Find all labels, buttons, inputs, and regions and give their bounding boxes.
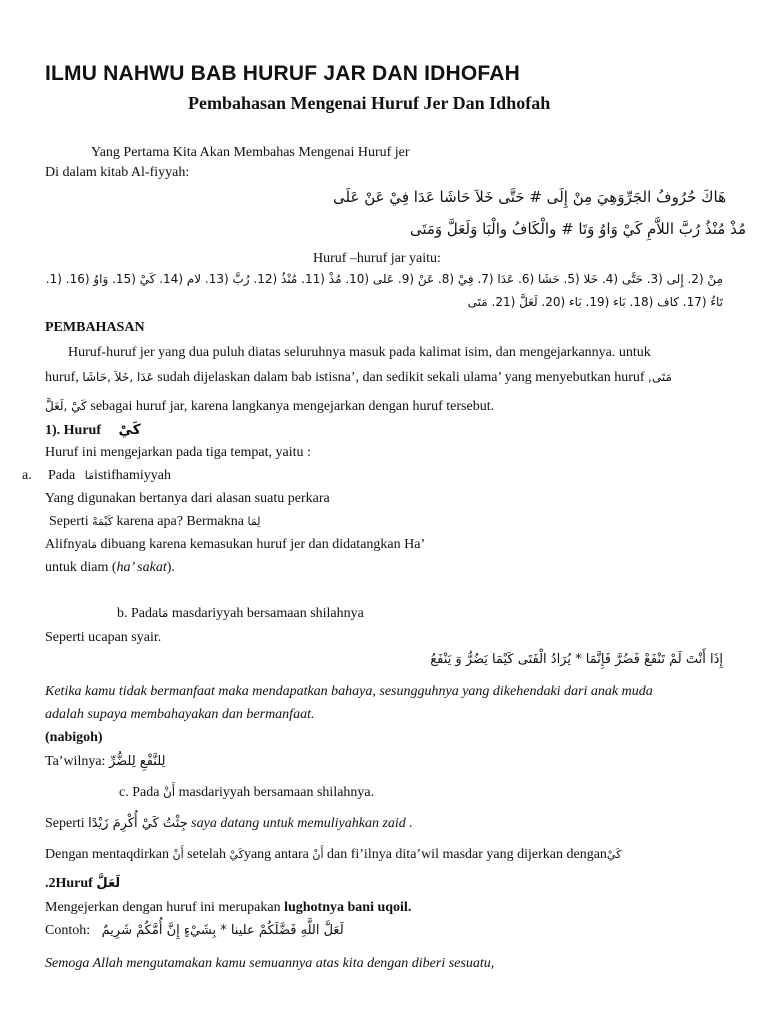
paragraph-segment: untuk diam ( bbox=[45, 560, 117, 575]
paragraph-text bbox=[45, 560, 175, 576]
paragraph-segment: Pada bbox=[48, 468, 76, 483]
poem-verse: مُذْ مُنْذُ رُبَّ اللاَّمِ كَيْ وَاوُ وَتَا # والْكَافُ والْبَا وَلَعَلَّ وَمَتَى bbox=[409, 220, 746, 238]
translation-text: Semoga Allah mengutamakan kamu semuannya atas kita dengan diberi sesuatu, bbox=[45, 956, 495, 971]
paragraph-text bbox=[45, 923, 344, 939]
arabic-term: أَنْ bbox=[162, 785, 176, 799]
subsection-label: 1). Huruf bbox=[45, 423, 101, 438]
paragraph-segment: huruf, bbox=[45, 370, 79, 385]
paragraph-segment: ha’ sakat bbox=[116, 560, 167, 575]
paragraph-segment: lughotnya bani uqoil. bbox=[284, 900, 412, 915]
paragraph-segment: Dengan mentaqdirkan bbox=[45, 847, 170, 862]
paragraph-text: Seperti ucapan syair. bbox=[45, 630, 162, 645]
paragraph-text bbox=[45, 900, 411, 916]
arabic-term: كَيْ bbox=[229, 848, 244, 861]
paragraph-segment: yang antara bbox=[243, 847, 309, 862]
intro-line: Di dalam kitab Al-fiyyah: bbox=[45, 165, 190, 180]
arabic-term: كَيْ ,لَعَلَّ bbox=[45, 399, 87, 413]
paragraph-segment: masdariyyah bersamaan shilahnya. bbox=[178, 785, 375, 800]
paragraph-text bbox=[45, 847, 621, 863]
paragraph-segment: masdariyyah bersamaan shilahnya bbox=[171, 606, 364, 621]
subsection-heading bbox=[45, 422, 141, 439]
translation-text: Ketika kamu tidak bermanfaat maka mendapatkan bahaya, sesungguhnya yang dikehendaki dari anak muda bbox=[45, 684, 653, 699]
paragraph-segment: dan fi’ilnya dita’wil masdar yang dijerkan dengan bbox=[327, 847, 607, 862]
paragraph-segment: setelah bbox=[187, 847, 227, 862]
arabic-term: جِئْتُ كَيْ أُكْرِمَ زَيْدًا bbox=[88, 816, 188, 831]
poem-verse: إِذَا أَنْتَ لَمْ تَنْفَعْ فَضُرَّ فَإِنَّمَا * يُرَادُ الْفَتَى كَيْمَا يَضُرُّ وَ يَنْفَعُ bbox=[430, 652, 723, 667]
huruf-list: مِنْ (2. إِلى (3. حَتَّى (4. خَلا (5. حَشَا (6. عَدَا (7. فِيْ (8. عَنْ (9. عَلى (10. مُذْ (11. مُنْذُ (12. رُبَّ (13. لام (14. كَيْ (15. وَاوُ (16. (1. bbox=[45, 272, 723, 286]
paragraph-segment: c. Pada bbox=[119, 785, 160, 800]
paragraph-segment: karena apa? Bermakna bbox=[116, 514, 244, 529]
arabic-term: مَتَى, bbox=[648, 370, 672, 384]
poem-verse: هَاكَ حُرُوفُ الجَرِّوَهِيَ مِنْ إِلَى # حَتَّى خَلاَ حَاشَا عَدَا فِيْ عَنْ عَلَى bbox=[333, 188, 726, 206]
arabic-term: لَعَلَّ اللَّهِ فَضَّلَكُمْ علينا * بِشَيْءٍ إِنَّ أُمَّكُمْ شَرِيمٌ bbox=[101, 923, 344, 938]
intro-line: Yang Pertama Kita Akan Membahas Mengenai Huruf jer bbox=[91, 145, 410, 160]
paragraph-segment: Mengejerkan dengan huruf ini merupakan bbox=[45, 900, 281, 915]
arabic-term: كَيْمَهْ bbox=[92, 515, 113, 528]
document-subtitle: Pembahasan Mengenai Huruf Jer Dan Idhofah bbox=[188, 93, 551, 113]
paragraph-segment: dibuang karena kemasukan huruf jer dan didatangkan Ha’ bbox=[100, 537, 426, 552]
paragraph-segment: sudah dijelaskan dalam bab istisna’, dan sedikit sekali ulama’ yang menyebutkan huruf bbox=[157, 370, 645, 385]
paragraph-segment: Seperti bbox=[45, 816, 85, 831]
paragraph-segment: Alifnya bbox=[45, 537, 88, 552]
paragraph-text bbox=[45, 537, 425, 553]
huruf-list-heading: Huruf –huruf jar yaitu: bbox=[313, 251, 441, 266]
paragraph-segment: Ta’wilnya: bbox=[45, 754, 106, 769]
subsection-heading bbox=[45, 876, 120, 892]
arabic-term: أَنْ bbox=[172, 848, 184, 861]
paragraph-text bbox=[49, 514, 261, 530]
paragraph-segment: istifhamiyyah bbox=[93, 468, 171, 483]
arabic-term: مَا bbox=[158, 606, 169, 620]
paragraph-text: Yang digunakan bertanya dari alasan suatu perkara bbox=[45, 491, 330, 506]
source-attribution: (nabigoh) bbox=[45, 730, 103, 745]
paragraph-text bbox=[117, 606, 364, 622]
arabic-term: لِمَا bbox=[247, 515, 261, 528]
arabic-term: مَا bbox=[84, 469, 94, 482]
paragraph-text bbox=[45, 816, 413, 832]
huruf-list: تَاءُ (17. كاف (18. بَاء (19. بَاء (20. لَعَلَّ (21. مَتَى bbox=[467, 295, 723, 309]
arabic-term: لَعَلَّ bbox=[96, 876, 121, 891]
paragraph-segment: b. Pada bbox=[117, 606, 159, 621]
paragraph-segment: Contoh: bbox=[45, 923, 91, 938]
paragraph-text bbox=[45, 754, 165, 770]
paragraph-segment: sebagai huruf jar, karena langkanya mengejarkan dengan huruf tersebut. bbox=[90, 399, 495, 414]
arabic-term: كَيْ bbox=[606, 848, 622, 861]
paragraph-text: Huruf ini mengejarkan pada tiga tempat, yaitu : bbox=[45, 445, 311, 460]
paragraph-segment: saya datang untuk memuliyahkan zaid . bbox=[191, 816, 413, 831]
arabic-term: لِلنَّفْعِ لِلضُّرِّ bbox=[108, 754, 166, 769]
arabic-term: عَدَا ,خَلاَ ,حَاشَا bbox=[82, 370, 154, 384]
paragraph-text bbox=[45, 399, 494, 415]
paragraph-text bbox=[119, 785, 374, 801]
paragraph-segment: ). bbox=[166, 560, 175, 575]
document-title: ILMU NAHWU BAB HURUF JAR DAN IDHOFAH bbox=[45, 62, 521, 85]
subsection-label: .2Huruf bbox=[45, 876, 93, 891]
paragraph-text bbox=[45, 370, 672, 386]
paragraph-segment: Seperti bbox=[49, 514, 89, 529]
arabic-term: مَا bbox=[87, 538, 98, 551]
translation-text: adalah supaya membahayakan dan bermanfaat. bbox=[45, 707, 315, 722]
section-heading: PEMBAHASAN bbox=[45, 320, 145, 335]
arabic-term: كَيْ bbox=[118, 422, 141, 438]
paragraph-text bbox=[48, 468, 171, 484]
paragraph-text: Huruf-huruf jer yang dua puluh diatas seluruhnya masuk pada kalimat isim, dan mengejarkannya. untuk bbox=[68, 345, 651, 360]
arabic-term: أَنْ bbox=[312, 848, 324, 861]
list-marker: a. bbox=[22, 468, 32, 483]
